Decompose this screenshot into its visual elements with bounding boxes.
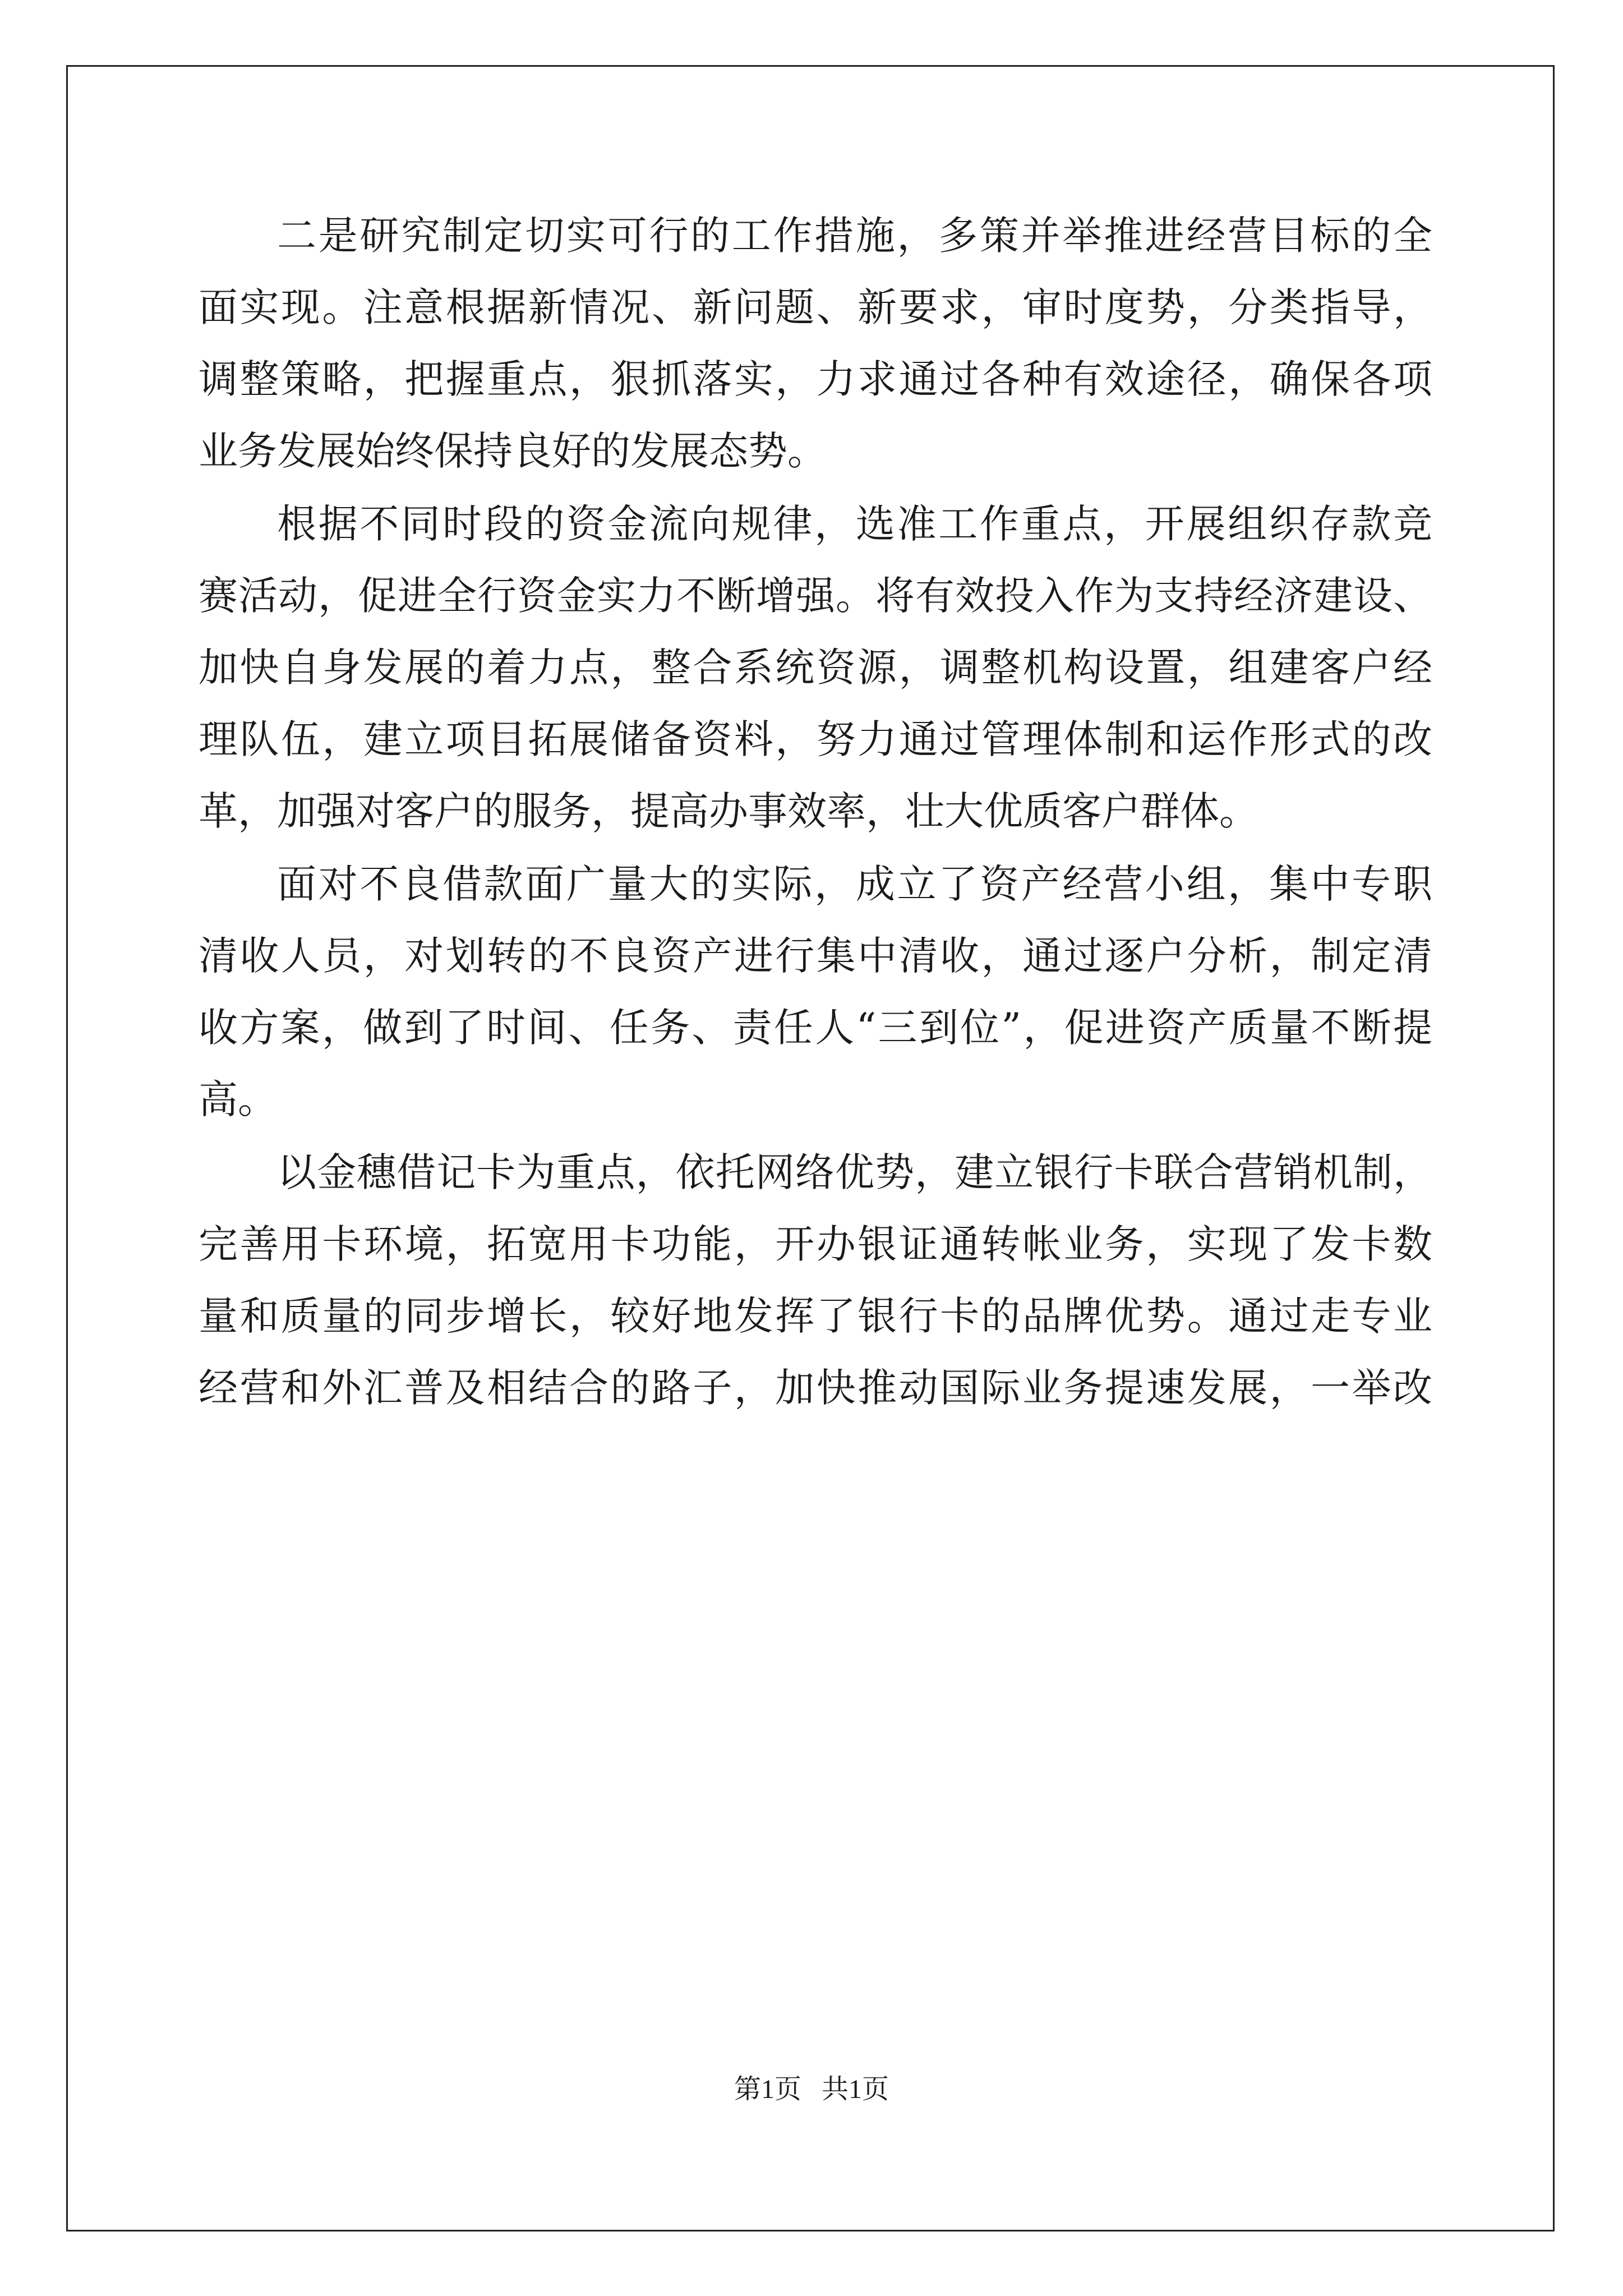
text-line: 清收人员，对划转的不良资产进行集中清收，通过逐户分析，制定清: [199, 933, 1432, 979]
page-number: 第1页 共1页: [734, 2074, 889, 2104]
text-line: 二是研究制定切实可行的工作措施，多策并举推进经营目标的全: [277, 213, 1432, 259]
paragraph: [199, 213, 1432, 473]
text-line: 加快自身发展的着力点，整合系统资源，调整机构设置，组建客户经: [199, 645, 1432, 691]
text-line: 以金穗借记卡为重点，依托网络优势，建立银行卡联合营销机制，: [277, 1149, 1432, 1195]
paragraph: [199, 1150, 1432, 1410]
text-line: 经营和外汇普及相结合的路子，加快推动国际业务提速发展，一举改: [199, 1365, 1432, 1411]
text-line: 高。: [199, 1076, 277, 1122]
text-line: 面对不良借款面广量大的实际，成立了资产经营小组，集中专职: [277, 861, 1432, 907]
paragraph: [199, 862, 1432, 1122]
text-line: 量和质量的同步增长，较好地发挥了银行卡的品牌优势。通过走专业: [199, 1293, 1432, 1339]
text-line: 根据不同时段的资金流向规律，选准工作重点，开展组织存款竞: [277, 501, 1432, 547]
text-line: 革，加强对客户的服务，提高办事效率，壮大优质客户群体。: [199, 788, 1258, 834]
text-line: 收方案，做到了时间、任务、责任人“三到位”，促进资产质量不断提: [199, 1005, 1432, 1051]
text-line: 赛活动，促进全行资金实力不断增强。将有效投入作为支持经济建设、: [199, 573, 1432, 619]
text-line: 面实现。注意根据新情况、新问题、新要求，审时度势，分类指导，: [199, 284, 1432, 330]
paragraph: [199, 501, 1432, 834]
document-body: [199, 213, 1432, 1410]
text-line: 完善用卡环境，拓宽用卡功能，开办银证通转帐业务，实现了发卡数: [199, 1221, 1432, 1267]
text-line: 业务发展始终保持良好的发展态势。: [199, 428, 827, 474]
text-line: 理队伍，建立项目拓展储备资料，努力通过管理体制和运作形式的改: [199, 716, 1432, 762]
text-line: 调整策略，把握重点，狠抓落实，力求通过各种有效途径，确保各项: [199, 356, 1432, 402]
